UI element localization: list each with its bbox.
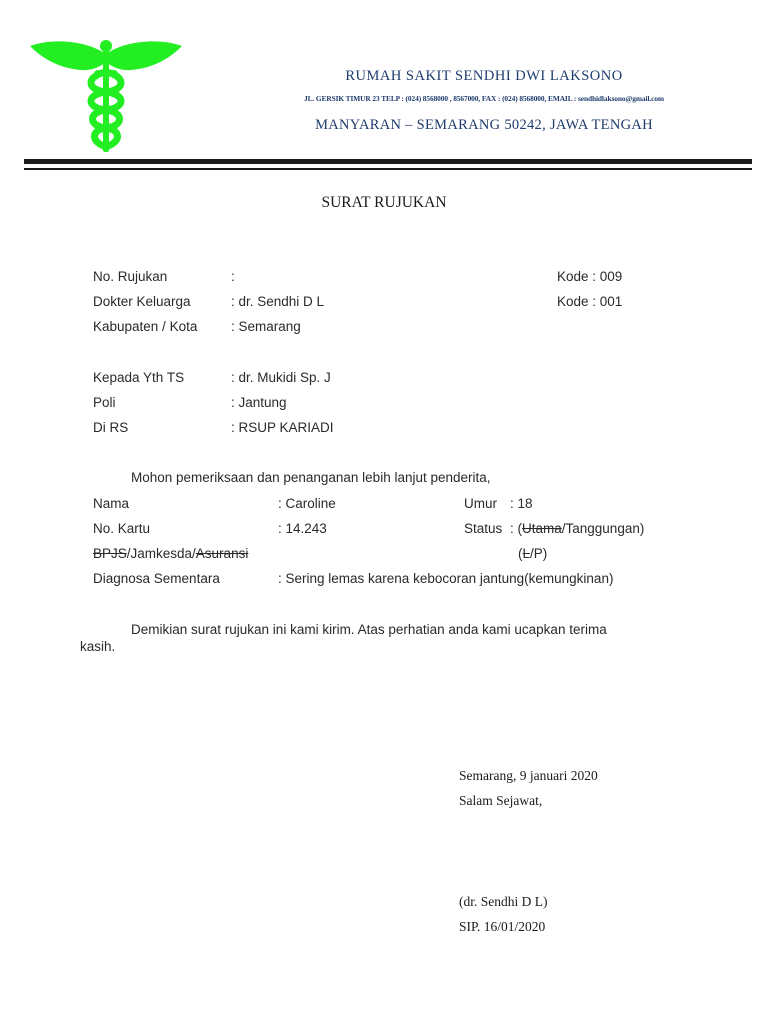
sex-value (518, 546, 547, 561)
header-divider-thick (24, 159, 752, 164)
hospital-name: RUMAH SAKIT SENDHI DWI LAKSONO (345, 68, 623, 84)
closing-line-2: kasih. (80, 639, 116, 654)
referral-no-label: No. Rujukan (93, 269, 168, 284)
signer-name: (dr. Sendhi D L) (459, 894, 548, 909)
card-no-label: No. Kartu (93, 521, 151, 536)
sex-prefix: ( (518, 546, 523, 561)
diagnosis-label: Diagnosa Sementara (93, 571, 220, 586)
family-doctor-code: Kode : 001 (557, 294, 623, 309)
header-divider-thin (24, 168, 752, 170)
city-label: Kabupaten / Kota (93, 319, 198, 334)
insurance-bpjs: BPJS (93, 546, 127, 561)
sex-struck: L (522, 546, 531, 561)
caduceus-icon (26, 34, 186, 158)
document-title: SURAT RUJUKAN (321, 194, 447, 211)
place-date: Semarang, 9 januari 2020 (459, 768, 598, 783)
patient-age-value: : 18 (510, 496, 533, 511)
poli-value: : Jantung (231, 395, 287, 410)
greeting: Salam Sejawat, (459, 793, 543, 808)
insurance-asuransi: Asuransi (195, 546, 249, 561)
referral-no-code: Kode : 009 (557, 269, 623, 284)
family-doctor-label: Dokter Keluarga (93, 294, 191, 309)
sex-rest: /P) (530, 546, 548, 561)
status-rest: /Tanggungan) (561, 521, 645, 536)
patient-age-label: Umur (464, 496, 497, 511)
status-prefix: : ( (510, 521, 522, 536)
card-no-value: : 14.243 (278, 521, 327, 536)
status-value (510, 521, 644, 536)
patient-name-value: : Caroline (278, 496, 336, 511)
insurance-jamkesda: /Jamkesda/ (126, 546, 196, 561)
signer-sip: SIP. 16/01/2020 (459, 919, 546, 934)
patient-name-label: Nama (93, 496, 130, 511)
hospital-city: MANYARAN – SEMARANG 50242, JAWA TENGAH (315, 117, 653, 133)
recipient-label: Kepada Yth TS (93, 370, 185, 385)
diagnosis-value: : Sering lemas karena kebocoran jantung(kemungkinan) (278, 571, 614, 586)
patient-intro: Mohon pemeriksaan dan penanganan lebih lanjut penderita, (131, 470, 491, 485)
hospital-dest-label: Di RS (93, 420, 129, 435)
referral-no-value: : (231, 269, 235, 284)
city-value: : Semarang (231, 319, 301, 334)
family-doctor-value: : dr. Sendhi D L (231, 294, 325, 309)
hospital-dest-value: : RSUP KARIADI (231, 420, 334, 435)
status-label: Status (464, 521, 503, 536)
hospital-address: JL. GERSIK TIMUR 23 TELP : (024) 8568000 , 8567000, FAX : (024) 8568000, EMAIL : sendhidlaksono@gmail.com (304, 94, 664, 103)
status-struck: Utama (522, 521, 562, 536)
recipient-value: : dr. Mukidi Sp. J (231, 370, 331, 385)
closing-line-1: Demikian surat rujukan ini kami kirim. Atas perhatian anda kami ucapkan terima (131, 622, 607, 637)
insurance-type (93, 546, 248, 561)
poli-label: Poli (93, 395, 116, 410)
